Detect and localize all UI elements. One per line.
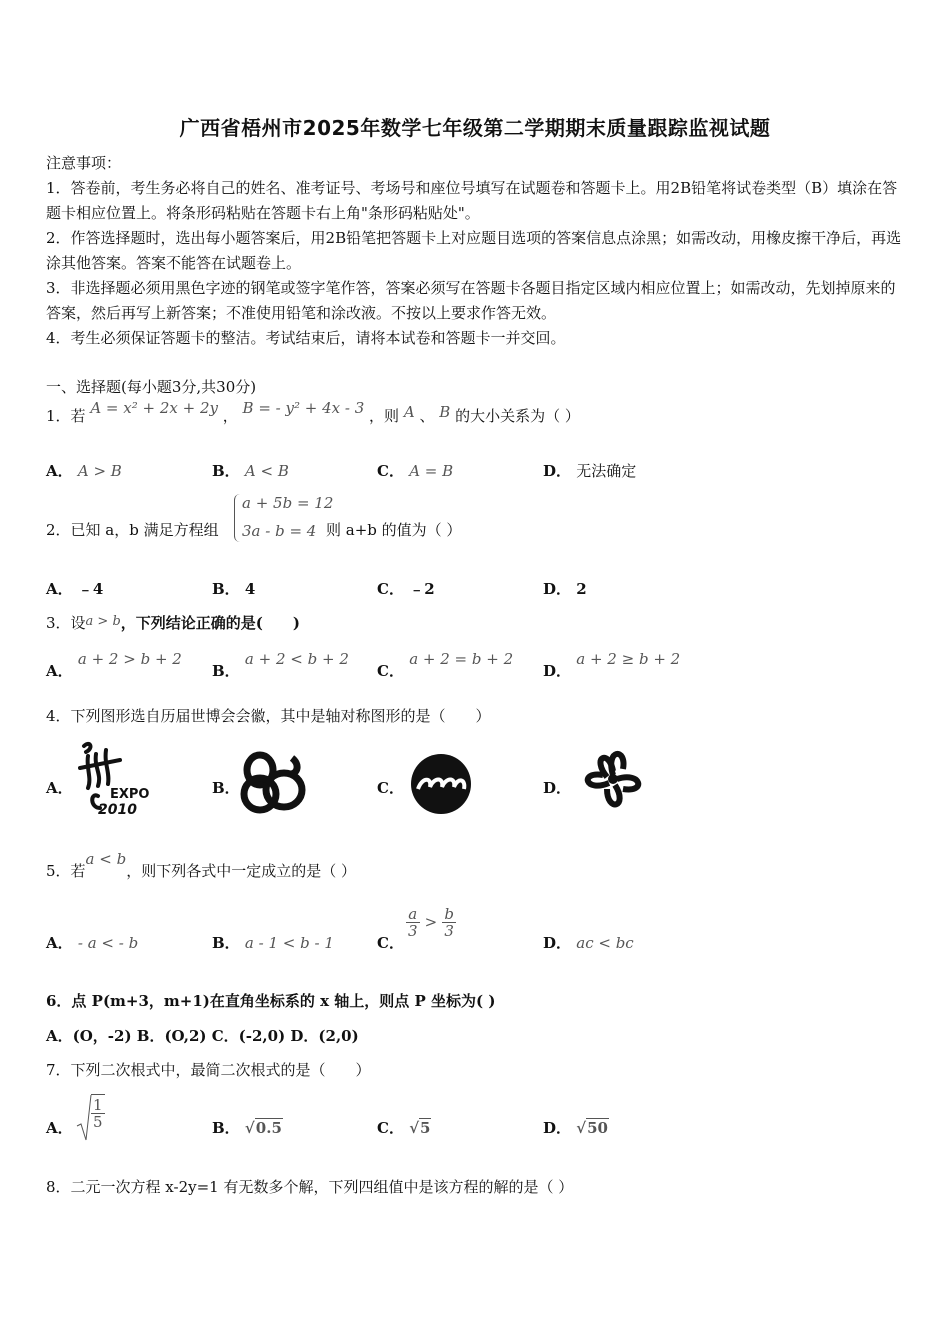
flower-logo[interactable]	[574, 745, 652, 813]
radical-sign	[76, 1094, 92, 1144]
q2-option-b[interactable]: B． 4	[212, 580, 256, 598]
q2-eq1: a + 5b = 12	[242, 494, 334, 512]
q7-option-a-expr[interactable]: $\frac{1}{5}$	[76, 1094, 105, 1144]
q5-option-b[interactable]: B． a - 1 < b - 1	[212, 934, 334, 952]
q1-var-a: A	[403, 403, 415, 421]
fraction-a-3: $\frac{a}{3}$	[408, 905, 418, 940]
q5-option-d[interactable]: D． ac < bc	[543, 934, 634, 952]
notice-item-2: 2．作答选择题时，选出每小题答案后，用2B铅笔把答题卡上对应题目选项的答案信息点涂黑；如需改动，用橡皮擦干净后，再选涂其他答案。答案不能答在试题卷上。	[46, 229, 902, 272]
q5-option-a[interactable]: A． - a < - b	[46, 934, 139, 952]
notice-item-1: 1．答卷前，考生务必将自己的姓名、准考证号、考场号和座位号填写在试题卷和答题卡上。用2B铅笔将试卷类型（B）填涂在答题卡相应位置上。将条形码粘贴在答题卡右上角"条形码粘贴处"。	[46, 179, 898, 222]
knot-logo[interactable]	[240, 750, 310, 818]
q1-var-b: B	[439, 403, 451, 421]
q1-mid: ，则	[369, 407, 400, 425]
q2-eq2: 3a - b = 4	[242, 522, 317, 540]
q3-option-a[interactable]: A． a + 2 > b + 2	[46, 650, 182, 680]
question-4: 4．下列图形选自历届世博会会徽，其中是轴对称图形的是（ ）	[46, 707, 491, 725]
question-7: 7．下列二次根式中，最简二次根式的是（ ）	[46, 1061, 371, 1079]
q4-option-d-label[interactable]: D．	[543, 779, 572, 797]
fraction-b-3: $\frac{b}{3}$	[444, 905, 454, 940]
q5-option-c-expr[interactable]: $\frac{a}{3}$ > $\frac{b}{3}$	[408, 905, 454, 940]
brace	[234, 494, 241, 542]
question-3: 3．设a > b，下列结论正确的是( )	[46, 614, 300, 632]
question-6: 6．点 P(m+3，m+1)在直角坐标系的 x 轴上，则点 P 坐标为( )	[46, 992, 496, 1010]
q1-option-c[interactable]: C． A = B	[377, 462, 454, 480]
q2-pre: 2．已知 a，b 满足方程组	[46, 521, 219, 539]
question-5: 5．若a < b，则下列各式中一定成立的是（ ）	[46, 850, 356, 880]
q1-option-b[interactable]: B． A < B	[212, 462, 289, 480]
q5-cond: a < b	[85, 850, 127, 868]
page-title: 广西省梧州市2025年数学七年级第二学期期末质量跟踪监视试题	[179, 116, 771, 140]
question-8: 8．二元一次方程 x-2y=1 有无数多个解，下列四组值中是该方程的解的是（ ）	[46, 1178, 574, 1196]
q1-expr-a: A = x² + 2x + 2y	[90, 399, 218, 417]
q4-option-b-label[interactable]: B．	[212, 779, 240, 797]
wave-circle-logo[interactable]	[410, 753, 472, 815]
notice-item-3: 3．非选择题必须用黑色字迹的钢笔或签字笔作答，答案必须写在答题卡各题目指定区域内相应位置上；如需改动，先划掉原来的答案，然后再写上新答案；不准使用铅笔和涂改液。不按以上要求作答无效。	[46, 279, 896, 322]
q1-option-d[interactable]: D． 无法确定	[543, 462, 637, 480]
expo-2010-logo[interactable]	[76, 738, 156, 818]
q1-num: 1．若	[46, 407, 86, 425]
q1-tail: 的大小关系为（ ）	[455, 407, 580, 425]
section-heading: 一、选择题(每小题3分,共30分)	[46, 378, 257, 396]
q6-options[interactable]: A．(O，-2) B．(O,2) C．(-2,0) D．(2,0)	[46, 1027, 359, 1045]
notice-heading: 注意事项：	[46, 154, 122, 172]
q7-option-d[interactable]: D． √50	[543, 1119, 608, 1137]
notice-item-4: 4．考生必须保证答题卡的整洁。考试结束后，请将本试卷和答题卡一并交回。	[46, 329, 566, 347]
q2-option-a[interactable]: A． ﹣4	[46, 580, 104, 598]
expo-year: 2010	[98, 802, 137, 818]
q2-option-d[interactable]: D． 2	[543, 580, 587, 598]
q7-option-a-label[interactable]: A．	[46, 1119, 73, 1137]
q4-option-a-label[interactable]: A．	[46, 779, 73, 797]
q2-post: 则 a+b 的值为（ ）	[326, 521, 462, 539]
q3-option-d[interactable]: D． a + 2 ≥ b + 2	[543, 650, 681, 680]
q5-option-c-label[interactable]: C．	[377, 934, 404, 952]
q1-sep: ，	[222, 407, 238, 425]
q3-cond: a > b	[85, 614, 121, 629]
q3-option-c[interactable]: C． a + 2 = b + 2	[377, 650, 514, 680]
question-1	[46, 399, 580, 426]
expo-text: EXPO	[110, 787, 150, 802]
q7-option-b[interactable]: B． √0.5	[212, 1119, 282, 1137]
q1-option-a[interactable]: A． A > B	[46, 462, 122, 480]
q4-option-c-label[interactable]: C．	[377, 779, 404, 797]
q1-expr-b: B = - y² + 4x - 3	[242, 399, 365, 417]
q1-dun: 、	[419, 407, 435, 425]
q2-option-c[interactable]: C． ﹣2	[377, 580, 435, 598]
q7-option-c[interactable]: C． √5	[377, 1119, 431, 1137]
q3-option-b[interactable]: B． a + 2 < b + 2	[212, 650, 349, 680]
